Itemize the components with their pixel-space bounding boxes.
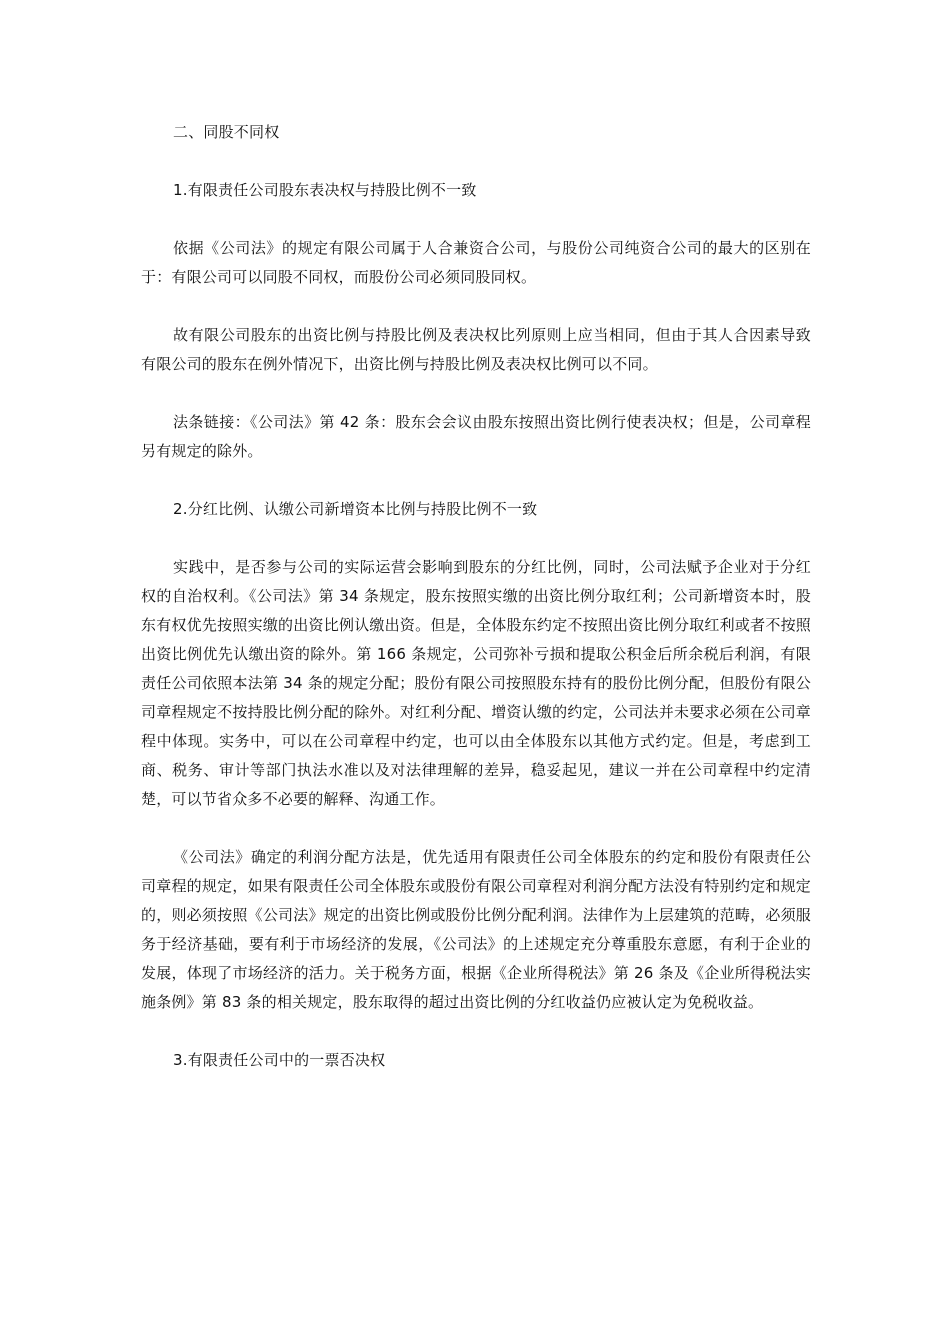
subsection-heading: 2.分红比例、认缴公司新增资本比例与持股比例不一致 [173,500,538,518]
body-paragraph: 《公司法》确定的利润分配方法是，优先适用有限责任公司全体股东的约定和股份有限责任公司章程的规定，如果有限责任公司全体股东或股份有限公司章程对利润分配方法没有特别约定和规定的，则必须按照《公司法》规定的出资比例或股份比例分配利润。法律作为上层建筑的范畴，必须服务于经济基础，要有利于市场经济的发展，《公司法》的上述规定充分尊重股东意愿，有利于企业的发展，体现了市场经济的活力。关于税务方面，根据《企业所得税法》第 26 条及《企业所得税法实施条例》第 83 条的相关规定，股东取得的超过出资比例的分红收益仍应被认定为免税收益。 [141,848,811,1011]
body-paragraph: 实践中，是否参与公司的实际运营会影响到股东的分红比例，同时，公司法赋予企业对于分红权的自治权利。《公司法》第 34 条规定，股东按照实缴的出资比例分取红利；公司新增资本时，股东有权优先按照实缴的出资比例认缴出资。但是，全体股东约定不按照出资比例分取红利或者不按照出资比例优先认缴出资的除外。第 166 条规定，公司弥补亏损和提取公积金后所余税后利润，有限责任公司依照本法第 34 条的规定分配；股份有限公司按照股东持有的股份比例分配，但股份有限公司章程规定不按持股比例分配的除外。对红利分配、增资认缴的约定，公司法并未要求必须在公司章程中体现。实务中，可以在公司章程中约定，也可以由全体股东以其他方式约定。但是，考虑到工商、税务、审计等部门执法水准以及对法律理解的差异，稳妥起见，建议一并在公司章程中约定清楚，可以节省众多不必要的解释、沟通工作。 [141,558,811,808]
body-paragraph: 故有限公司股东的出资比例与持股比例及表决权比列原则上应当相同，但由于其人合因素导致有限公司的股东在例外情况下，出资比例与持股比例及表决权比例可以不同。 [141,326,811,373]
body-paragraph: 法条链接：《公司法》第 42 条：股东会会议由股东按照出资比例行使表决权；但是，公司章程另有规定的除外。 [141,413,811,460]
section-heading: 二、同股不同权 [173,123,280,141]
subsection-heading: 3.有限责任公司中的一票否决权 [173,1051,386,1069]
document-body [141,118,811,1104]
subsection-heading: 1.有限责任公司股东表决权与持股比例不一致 [173,181,477,199]
body-paragraph: 依据《公司法》的规定有限公司属于人合兼资合公司，与股份公司纯资合公司的最大的区别在于：有限公司可以同股不同权，而股份公司必须同股同权。 [141,239,811,286]
